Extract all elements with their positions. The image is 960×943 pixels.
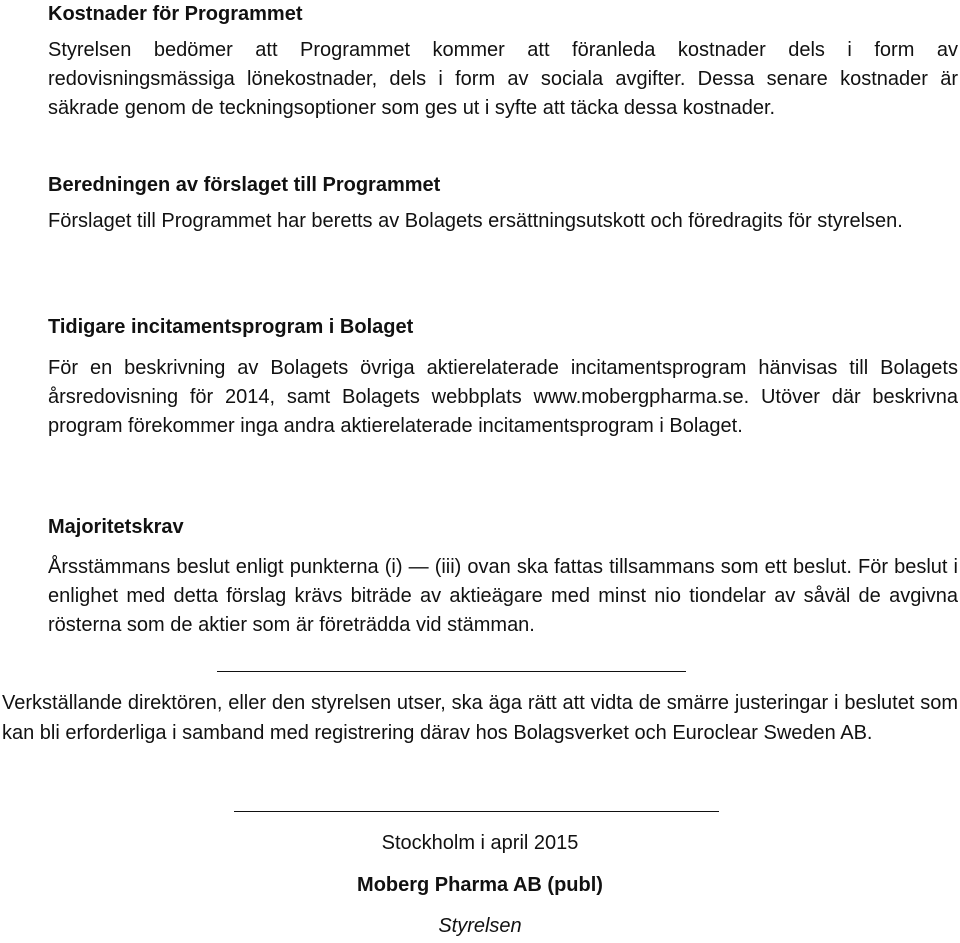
section-preparation (48, 171, 958, 236)
section-heading: Beredningen av förslaget till Programmet (48, 174, 441, 196)
section-heading: Kostnader för Programmet (48, 3, 303, 25)
separator-line (234, 811, 719, 812)
section-paragraph: Förslaget till Programmet har beretts av Bolagets ersättningsutskott och föredragits för styrelsen. (48, 210, 903, 232)
section-heading: Tidigare incitamentsprogram i Bolaget (48, 316, 414, 338)
signature-company: Moberg Pharma AB (publ) (357, 874, 603, 896)
section-heading: Majoritetskrav (48, 516, 184, 538)
section-majority-requirement (48, 513, 958, 640)
signature-signatory: Styrelsen (438, 915, 522, 937)
signature-place-date: Stockholm i april 2015 (381, 832, 579, 854)
closing-paragraph: Verkställande direktören, eller den styrelsen utser, ska äga rätt att vidta de smärre justeringar i beslutet som kan bli erforderliga i samband med registrering därav hos Bolagsverket och Euroclear Sweden AB. (2, 692, 958, 744)
section-paragraph: Årsstämmans beslut enligt punkterna (i) — (iii) ovan ska fattas tillsammans som ett beslut. För beslut i enlighet med detta förslag krävs biträde av aktieägare med minst nio tiondelar av såväl de avgivna rösterna som de aktier som är företrädda vid stämman. (48, 556, 958, 636)
closing-section (2, 688, 958, 748)
separator-line (217, 671, 686, 672)
section-paragraph: Styrelsen bedömer att Programmet kommer att föranleda kostnader dels i form av redovisningsmässiga lönekostnader, dels i form av sociala avgifter. Dessa senare kostnader är säkrade genom de teckningsoptioner som ges ut i syfte att täcka dessa kostnader. (48, 39, 958, 119)
section-previous-programs (48, 313, 958, 441)
section-paragraph: För en beskrivning av Bolagets övriga aktierelaterade incitamentsprogram hänvisas till Bolagets årsredovisning för 2014, samt Bolagets webbplats www.mobergpharma.se. Utöver där beskrivna program förekommer inga andra aktierelaterade incitamentsprogram i Bolaget. (48, 357, 958, 437)
section-costs (48, 0, 958, 123)
